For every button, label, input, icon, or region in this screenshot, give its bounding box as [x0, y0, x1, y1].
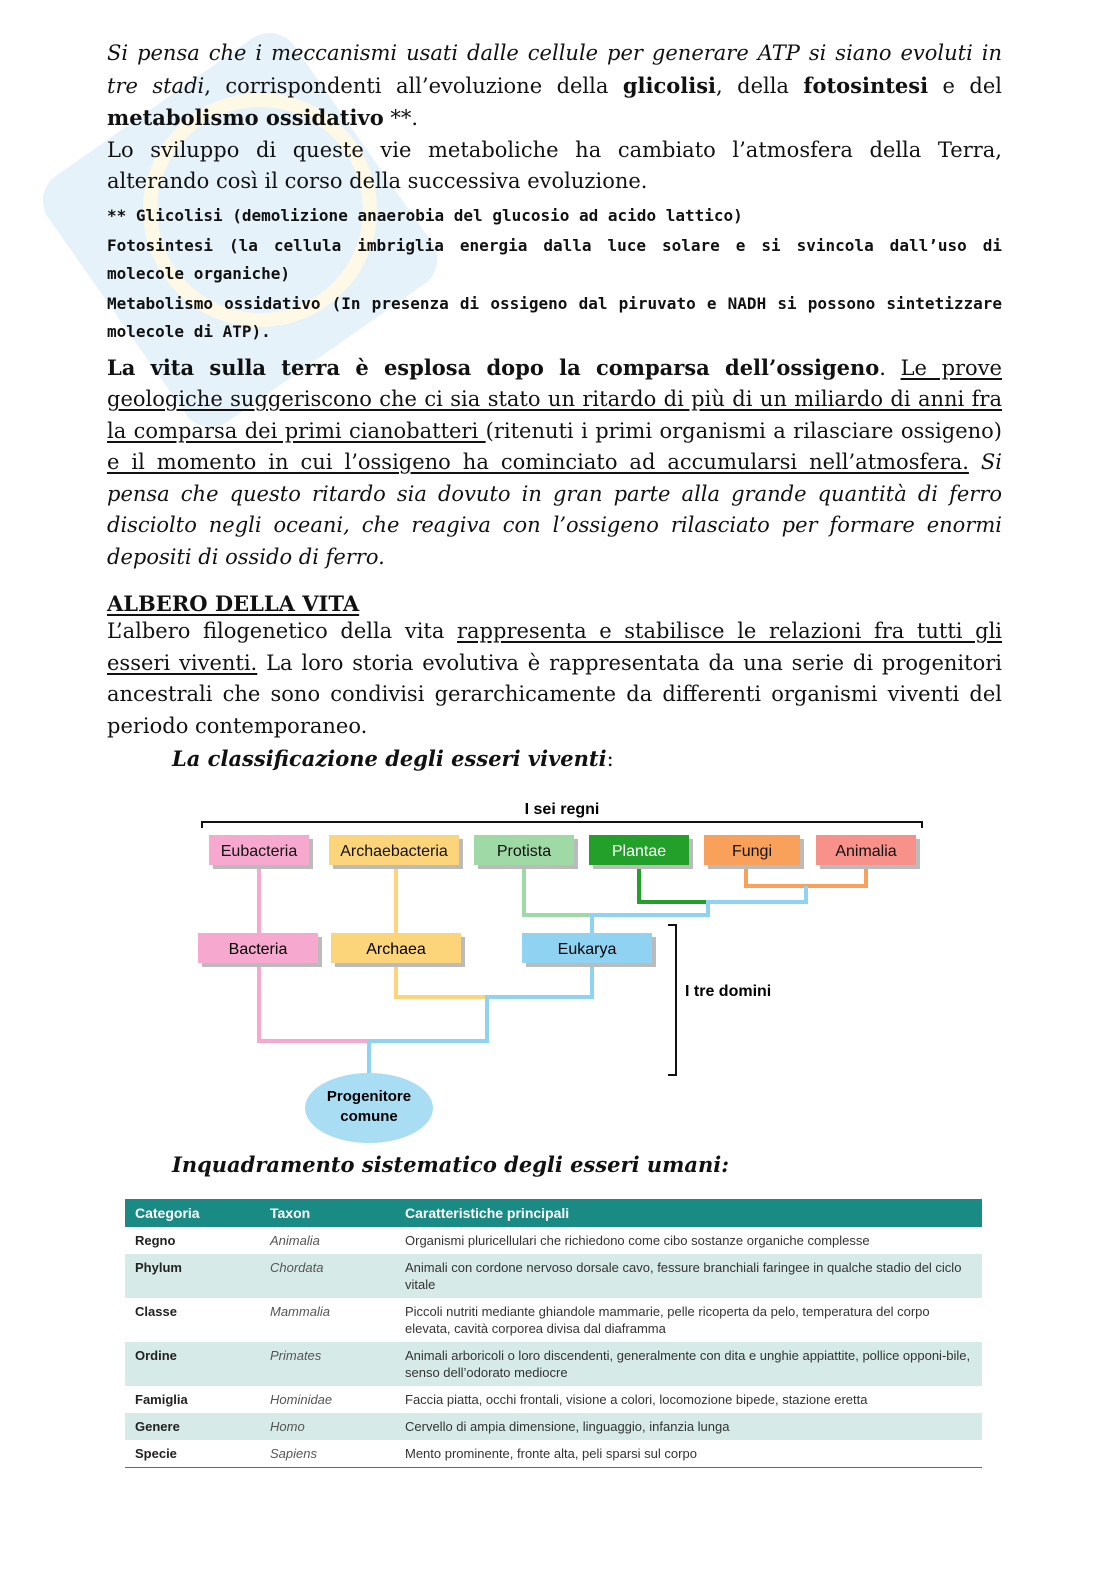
category-cell: Specie	[125, 1440, 260, 1468]
table-row	[125, 1254, 982, 1298]
taxon-cell: Hominidae	[270, 1392, 333, 1407]
dominio-box-eukarya	[522, 933, 656, 967]
dominio-box-bacteria	[198, 933, 322, 967]
line-root-branch	[369, 963, 592, 1073]
oxygen-text: .	[879, 355, 901, 380]
section-title: ALBERO DELLA VITA	[107, 591, 360, 616]
table-body	[125, 1227, 982, 1468]
note-metabolismo: Metabolismo ossidativo (In presenza di ossigeno dal piruvato e NADH si possono sintetizzare molecole di ATP).	[107, 293, 1002, 341]
subheading-text: La classificazione degli esseri viventi	[172, 746, 607, 771]
albero-paragraph	[107, 616, 1002, 742]
term-glicolisi: glicolisi	[622, 72, 717, 98]
header-taxon: Taxon	[260, 1199, 395, 1227]
regno-label: Eubacteria	[220, 843, 298, 860]
regno-label: Plantae	[611, 843, 667, 860]
intro-text: , della	[716, 73, 804, 98]
root-label-1: Progenitore	[326, 1088, 412, 1105]
albero-text: La loro storia evolutiva è rappresentata da una serie di progenitori ancestrali che sono condivisi gerarchicamente da differenti organismi viventi del periodo contemporaneo.	[107, 650, 1002, 738]
oxygen-underline-2: e il momento in cui l’ossigeno ha cominciato ad accumularsi nell’atmosfera.	[107, 450, 969, 474]
regno-label: Protista	[496, 843, 552, 860]
regno-box-animalia	[816, 835, 920, 869]
intro-italic: Si pensa che i meccanismi usati dalle cellule per generare ATP si siano evoluti in tre stadi	[107, 41, 1002, 98]
oxygen-paragraph	[107, 352, 1002, 574]
taxon-cell: Primates	[260, 1342, 395, 1386]
intro-paragraph	[107, 38, 1002, 135]
oxygen-italic: Si pensa che questo ritardo sia dovuto in gran parte alla grande quantità di ferro disciolto negli oceani, che reagiva con l’ossigeno rilasciato per formare enormi depositi di ossido di ferro.	[107, 450, 1002, 569]
term-fotosintesi: fotosintesi	[803, 72, 929, 98]
regno-box-fungi	[704, 835, 804, 869]
regno-box-eubacteria	[209, 835, 313, 869]
header-categoria: Categoria	[125, 1199, 260, 1227]
regno-box-archaebacteria	[329, 835, 463, 869]
oxygen-text: (ritenuti i primi organismi a rilasciare ossigeno)	[485, 418, 1002, 443]
header-caratteristiche: Caratteristiche principali	[395, 1199, 982, 1227]
table-header-row	[125, 1199, 982, 1227]
regni-boxes	[209, 835, 920, 869]
line-archaea	[396, 963, 487, 997]
regni-bracket	[202, 822, 922, 828]
line-protista	[524, 866, 592, 915]
root-label-2: comune	[340, 1108, 398, 1125]
tree-svg	[190, 795, 950, 1155]
description-cell: Animali arboricoli o loro discendenti, generalmente con dita e unghie appiattite, pollice opponi-bile, senso dell’odorato mediocre	[395, 1342, 982, 1386]
note-glicolisi: ** Glicolisi (demolizione anaerobia del glucosio ad acido lattico)	[107, 205, 743, 225]
dominio-label: Eukarya	[557, 941, 617, 958]
domini-label: I tre domini	[685, 983, 772, 1000]
regno-box-plantae	[589, 835, 693, 869]
table-row	[125, 1298, 982, 1342]
regno-label: Animalia	[835, 843, 897, 860]
table-row	[125, 1227, 982, 1254]
regno-label: Fungi	[731, 843, 773, 860]
note-fotosintesi: Fotosintesi (la cellula imbriglia energia dalla luce solare e si svincola dall’uso di molecole organiche)	[107, 235, 1002, 283]
dominio-label: Archaea	[366, 941, 426, 958]
taxon-cell: Sapiens	[260, 1440, 395, 1468]
dominio-label: Bacteria	[228, 941, 288, 958]
tree-of-life-diagram	[190, 795, 950, 1155]
table-row	[125, 1342, 982, 1386]
regni-label: I sei regni	[524, 801, 600, 818]
document-page	[107, 38, 1002, 771]
line-plantae	[639, 866, 708, 902]
dominio-box-archaea	[331, 933, 465, 967]
albero-text: L’albero filogenetico della vita	[107, 619, 457, 643]
category-cell: Regno	[135, 1233, 176, 1248]
line-bacteria	[259, 963, 369, 1041]
atmosphere-paragraph: Lo sviluppo di queste vie metaboliche ha cambiato l’atmosfera della Terra, alterando così il corso della successiva evoluzione.	[107, 137, 1002, 193]
oxygen-underline-1: Le prove geologiche suggeriscono che ci sia stato un ritardo di più di un miliardo di anni fra la comparsa dei primi cianobatteri	[107, 355, 1002, 443]
intro-text: e del	[928, 73, 1002, 98]
description-cell: Piccoli nutriti mediante ghiandole mammarie, pelle ricoperta da pelo, temperatura del corpo elevata, cavità corporea divisa dal diaframma	[405, 1304, 930, 1336]
category-cell: Classe	[135, 1304, 177, 1319]
taxon-cell: Homo	[260, 1413, 395, 1440]
taxon-cell: Mammalia	[270, 1304, 330, 1319]
subheading-colon: :	[606, 747, 614, 771]
line-eukarya-branch	[592, 886, 806, 933]
table-title: Inquadramento sistematico degli esseri umani:	[172, 1152, 729, 1177]
taxonomy-table	[125, 1199, 982, 1468]
albero-underline: rappresenta e stabilisce le relazioni fra tutti gli esseri viventi.	[107, 619, 1002, 675]
table-row	[125, 1440, 982, 1468]
description-cell: Cervello di ampia dimensione, linguaggio, infanzia lunga	[395, 1413, 982, 1440]
category-cell: Genere	[125, 1413, 260, 1440]
regno-label: Archaebacteria	[340, 843, 448, 860]
classification-subheading	[172, 746, 1002, 771]
description-cell: Animali con cordone nervoso dorsale cavo, fessure branchiali faringee in qualche stadio del ciclo vitale	[395, 1254, 982, 1298]
domini-bracket	[668, 925, 676, 1075]
description-cell: Organismi pluricellulari che richiedono come cibo sostanze organiche complesse	[405, 1233, 870, 1248]
table-row	[125, 1386, 982, 1413]
domini-boxes	[198, 933, 656, 967]
regno-box-protista	[474, 835, 578, 869]
category-cell: Ordine	[125, 1342, 260, 1386]
description-cell: Mento prominente, fronte alta, peli sparsi sul corpo	[395, 1440, 982, 1468]
intro-text: **.	[383, 106, 419, 130]
intro-text: , corrispondenti all’evoluzione della	[204, 73, 623, 98]
oxygen-bold: La vita sulla terra è esplosa dopo la comparsa dell’ossigeno	[107, 354, 880, 380]
category-cell: Phylum	[125, 1254, 260, 1298]
term-metabolismo: metabolismo ossidativo	[107, 105, 384, 130]
description-cell: Faccia piatta, occhi frontali, visione a colori, locomozione bipede, stazione eretta	[405, 1392, 868, 1407]
taxon-cell: Animalia	[270, 1233, 320, 1248]
taxon-cell: Chordata	[260, 1254, 395, 1298]
category-cell: Famiglia	[135, 1392, 188, 1407]
table-row	[125, 1413, 982, 1440]
